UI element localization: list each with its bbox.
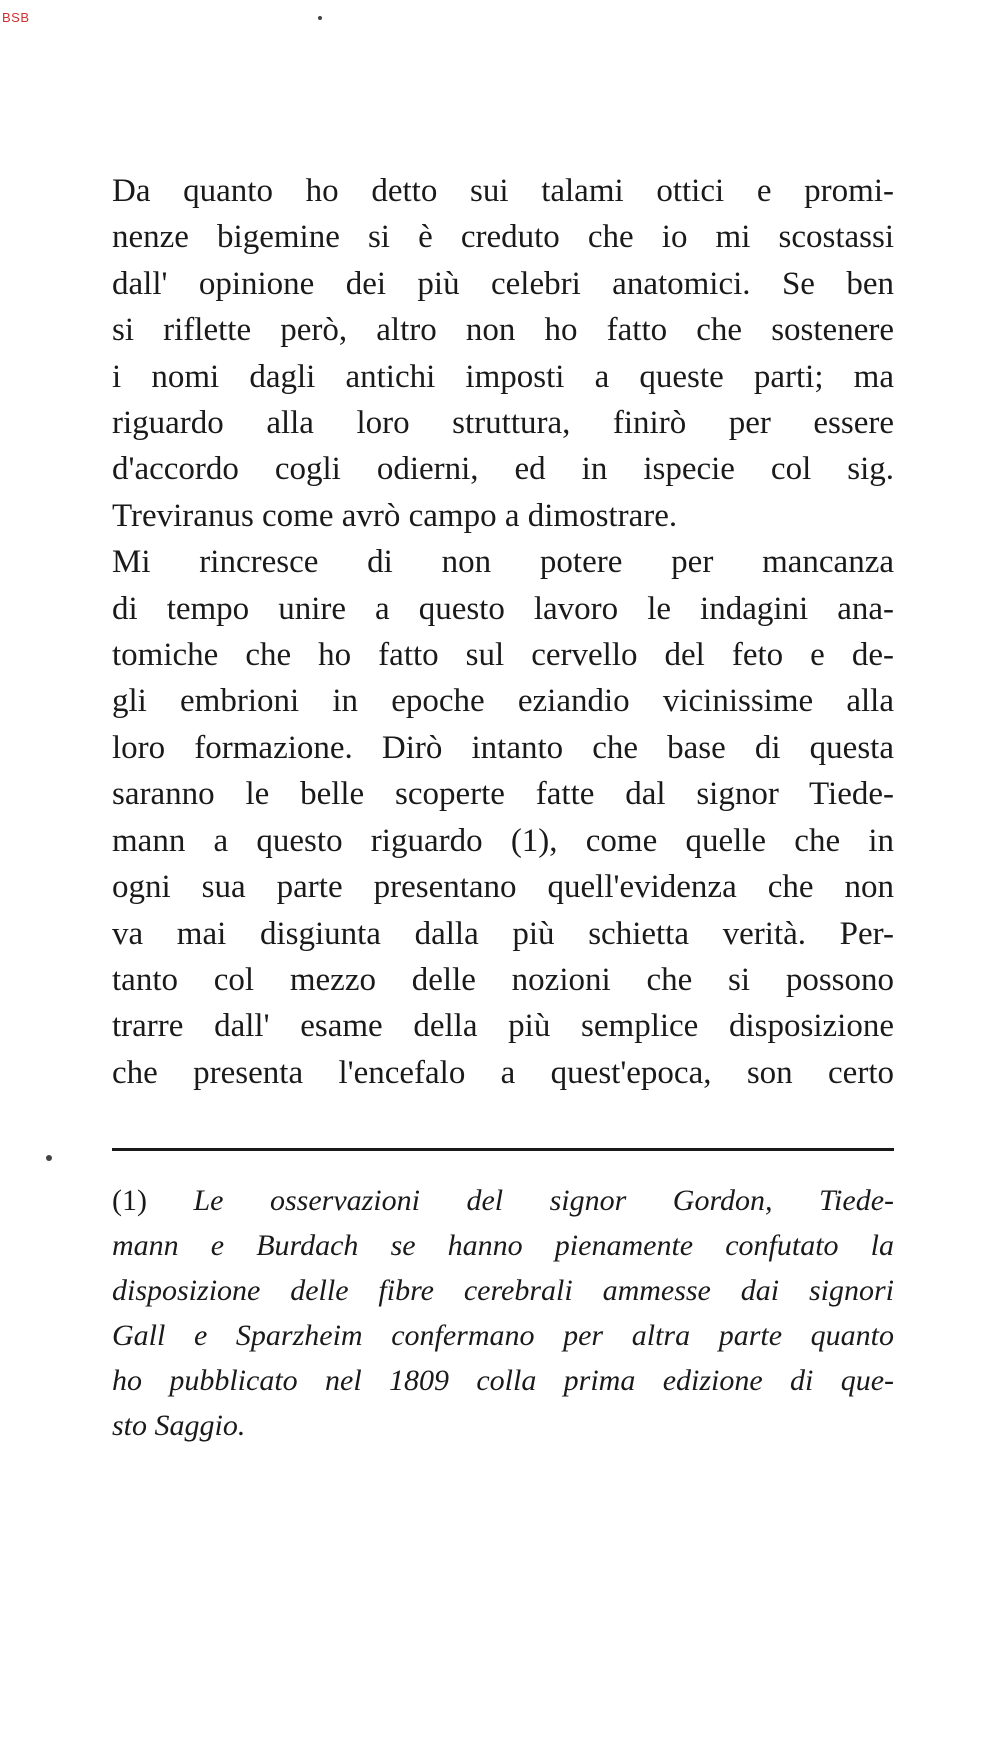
text-line: gli embrioni in epoche eziandio vicinissime alla — [112, 683, 894, 720]
text-line: dall' opinione dei più celebri anatomici. Se ben — [112, 265, 894, 302]
text-line: va mai disgiunta dalla più schietta verità. Per- — [112, 915, 894, 952]
text-line: i nomi dagli antichi imposti a queste parti; ma — [112, 358, 894, 395]
footnote-line: ho pubblicato nel 1809 colla prima edizione di que- — [112, 1364, 894, 1397]
text-line: ogni sua parte presentano quell'evidenza che non — [112, 869, 894, 906]
text-line: d'accordo cogli odierni, ed in ispecie col sig. — [112, 451, 894, 488]
paragraph-2 — [112, 539, 894, 1096]
paragraph-1 — [112, 168, 894, 539]
footnote-marker: (1) — [112, 1184, 147, 1217]
text-line: mann a questo riguardo (1), come quelle che in — [112, 822, 894, 859]
footnote — [112, 1178, 894, 1448]
page-speck — [46, 1155, 52, 1161]
library-watermark: BSB — [2, 10, 30, 25]
main-text — [112, 168, 894, 1096]
text-line: Da quanto ho detto sui talami ottici e promi- — [112, 173, 894, 209]
page-speck — [318, 16, 322, 20]
footnote-line — [112, 1178, 894, 1223]
text-line: riguardo alla loro struttura, finirò per essere — [112, 405, 894, 442]
text-line: che presenta l'encefalo a quest'epoca, son certo — [112, 1054, 894, 1091]
footnote-line: mann e Burdach se hanno pienamente confutato la — [112, 1229, 894, 1262]
text-line: si riflette però, altro non ho fatto che sostenere — [112, 312, 894, 349]
footnote-line-text: Le osservazioni del signor Gordon, Tiede- — [193, 1184, 895, 1217]
text-line: tanto col mezzo delle nozioni che si possono — [112, 961, 894, 998]
text-line: Mi rincresce di non potere per mancanza — [112, 544, 894, 581]
text-line: tomiche che ho fatto sul cervello del feto e de- — [112, 637, 894, 674]
text-line: loro formazione. Dirò intanto che base di questa — [112, 729, 894, 766]
text-line: Treviranus come avrò campo a dimostrare. — [112, 497, 678, 534]
text-line: trarre dall' esame della più semplice disposizione — [112, 1008, 894, 1045]
text-line: di tempo unire a questo lavoro le indagini ana- — [112, 590, 894, 627]
footnote-separator — [112, 1148, 894, 1151]
footnote-line: Gall e Sparzheim confermano per altra parte quanto — [112, 1319, 894, 1352]
text-line: nenze bigemine si è creduto che io mi scostassi — [112, 219, 894, 256]
text-line: saranno le belle scoperte fatte dal signor Tiede- — [112, 776, 894, 813]
footnote-line: disposizione delle fibre cerebrali ammesse dai signori — [112, 1274, 894, 1307]
footnote-line: sto Saggio. — [112, 1409, 246, 1442]
